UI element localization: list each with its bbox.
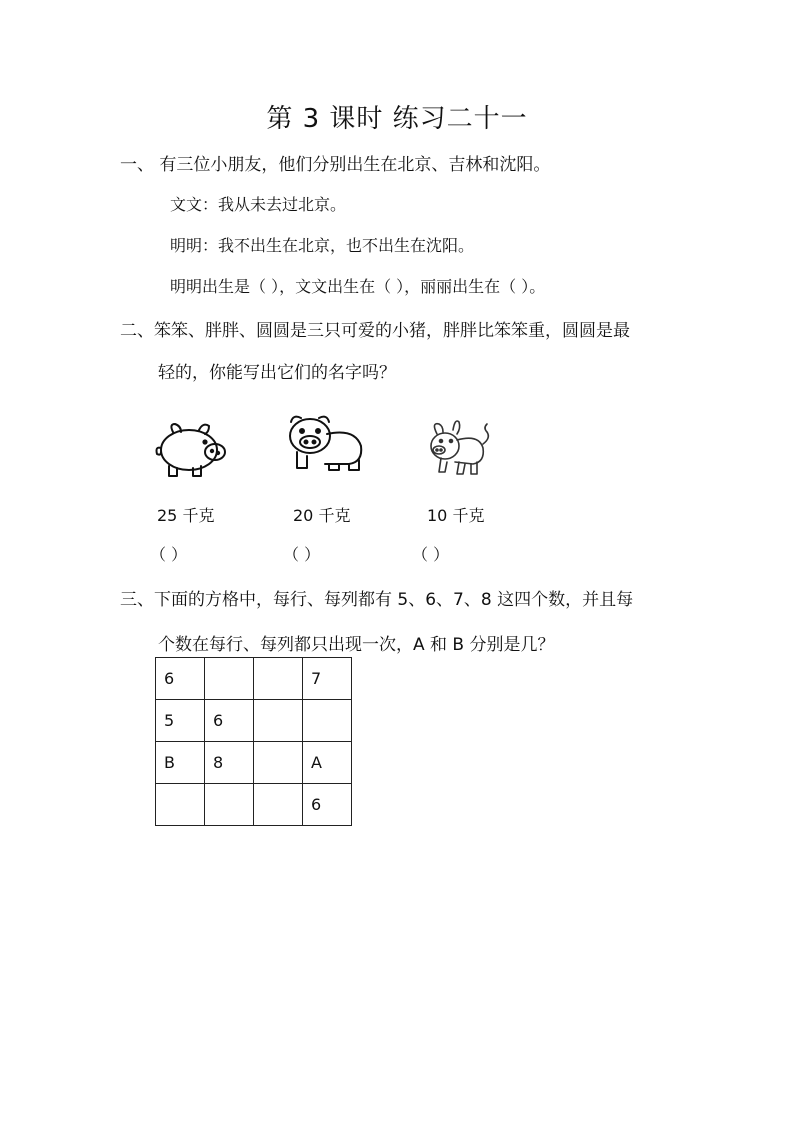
question-2-stem-line-2: 轻的，你能写出它们的名字吗？ [158, 363, 396, 383]
grid-cell: A [303, 742, 352, 784]
grid-cell [254, 784, 303, 826]
grid-cell [205, 658, 254, 700]
grid-cell [254, 700, 303, 742]
question-2-stem-line-1: 二、笨笨、胖胖、圆圆是三只可爱的小猪，胖胖比笨笨重，圆圆是最 [120, 321, 630, 341]
question-3-stem-line-1: 三、下面的方格中，每行、每列都有 5、6、7、8 这四个数，并且每 [120, 590, 634, 610]
grid-cell: 6 [156, 658, 205, 700]
grid-cell: 7 [303, 658, 352, 700]
number-grid [155, 657, 352, 826]
grid-cell: 5 [156, 700, 205, 742]
page-title: 第 3 课时 练习二十一 [266, 104, 528, 134]
grid-cell [254, 658, 303, 700]
grid-cell: B [156, 742, 205, 784]
grid-cell [303, 700, 352, 742]
grid-cell [156, 784, 205, 826]
question-1-statement-mingming: 明明：我不出生在北京，也不出生在沈阳。 [170, 236, 475, 255]
pig-icon-large [155, 418, 230, 480]
pig-2-weight: 20 千克 [293, 506, 351, 525]
pig-2-name-blank: （ ） [283, 545, 321, 564]
grid-cell: 8 [205, 742, 254, 784]
pig-icon-medium [285, 412, 365, 474]
question-1-answer-line: 明明出生是（ ），文文出生在（ ），丽丽出生在（ ）。 [170, 277, 546, 296]
pig-icon-small [425, 412, 495, 480]
pig-1-weight: 25 千克 [157, 506, 215, 525]
pig-3-name-blank: （ ） [412, 545, 450, 564]
grid-row [156, 784, 352, 826]
question-1-stem: 一、 有三位小朋友，他们分别出生在北京、吉林和沈阳。 [120, 155, 551, 175]
question-1-statement-wenwen: 文文：我从未去过北京。 [170, 195, 347, 214]
grid-row [156, 658, 352, 700]
question-3-stem-line-2: 个数在每行、每列都只出现一次，A 和 B 分别是几？ [158, 635, 555, 655]
grid-cell [205, 784, 254, 826]
grid-cell [254, 742, 303, 784]
pig-1-name-blank: （ ） [150, 545, 188, 564]
grid-row [156, 700, 352, 742]
grid-cell: 6 [205, 700, 254, 742]
grid-row [156, 742, 352, 784]
grid-cell: 6 [303, 784, 352, 826]
pig-3-weight: 10 千克 [427, 506, 485, 525]
